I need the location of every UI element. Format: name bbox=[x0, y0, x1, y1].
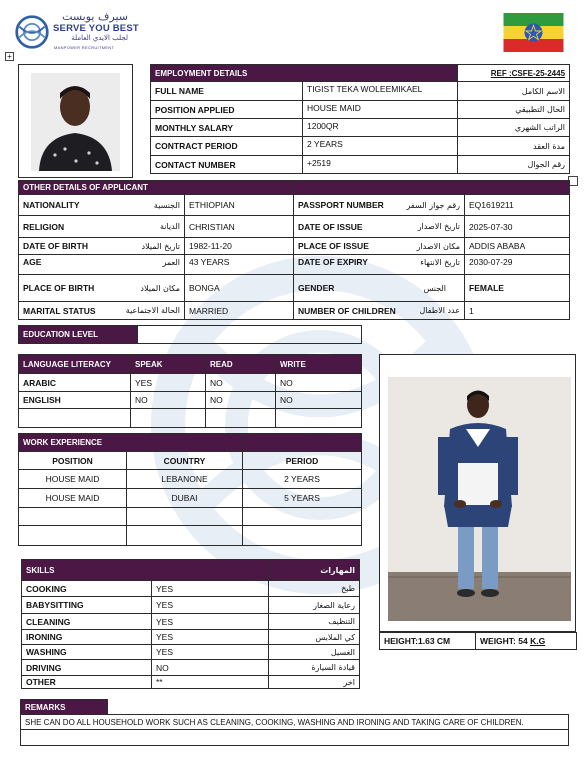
logo-subtitle: MANPOWER RECRUITMENT bbox=[54, 45, 115, 50]
skill-value: ** bbox=[152, 676, 269, 689]
nationality-arabic-label: الجنسية bbox=[153, 200, 180, 210]
table-row bbox=[21, 715, 569, 730]
write-value: NO bbox=[276, 392, 362, 409]
gender-arabic-label: الجنس bbox=[423, 283, 447, 293]
table-row bbox=[19, 489, 362, 508]
language-name: ENGLISH bbox=[19, 392, 131, 409]
read-value: NO bbox=[206, 374, 276, 392]
period-value: 5 YEARS bbox=[243, 489, 362, 508]
gender-label: GENDER bbox=[298, 283, 335, 293]
skill-arabic-label: الغسيل bbox=[269, 645, 360, 660]
age-arabic-label: العمر bbox=[162, 257, 180, 267]
table-move-handle[interactable]: + bbox=[5, 52, 14, 61]
read-header: READ bbox=[206, 355, 276, 374]
table-row bbox=[19, 470, 362, 489]
table-row bbox=[22, 597, 360, 614]
contract-period-arabic-label: مدة العقد bbox=[458, 137, 570, 156]
skill-value: YES bbox=[152, 645, 269, 660]
table-row bbox=[19, 409, 362, 428]
skill-value: YES bbox=[152, 597, 269, 614]
religion-label: RELIGION bbox=[23, 221, 65, 232]
table-row bbox=[19, 216, 570, 238]
place-of-issue-value: ADDIS ABABA bbox=[465, 238, 570, 255]
position-column-header: POSITION bbox=[19, 452, 127, 470]
logo-english-name: SERVE YOU BEST bbox=[53, 23, 139, 34]
date-of-issue-arabic-label: تاريخ الاصدار bbox=[417, 222, 461, 231]
table-row bbox=[19, 302, 570, 320]
skill-arabic-label: التنظيف bbox=[269, 614, 360, 630]
date-of-issue-value: 2025-07-30 bbox=[465, 216, 570, 238]
applicant-full-body-photo bbox=[379, 354, 576, 632]
table-row bbox=[19, 374, 362, 392]
full-name-value: TIGIST TEKA WOLEEMIKAEL bbox=[303, 82, 458, 101]
table-row bbox=[19, 526, 362, 546]
table-row bbox=[19, 508, 362, 526]
table-row bbox=[22, 645, 360, 660]
skill-value: YES bbox=[152, 581, 269, 597]
remarks-table bbox=[20, 699, 569, 746]
work-experience-header: WORK EXPERIENCE bbox=[19, 434, 243, 452]
date-of-expiry-label: DATE OF EXPIRY bbox=[298, 257, 368, 267]
date-of-expiry-value: 2030-07-29 bbox=[465, 255, 570, 275]
monthly-salary-arabic-label: الراتب الشهري bbox=[458, 119, 570, 137]
full-name-arabic-label: الاسم الكامل bbox=[458, 82, 570, 101]
skill-arabic-label: اخر bbox=[269, 676, 360, 689]
period-column-header: PERIOD bbox=[243, 452, 362, 470]
table-row bbox=[19, 255, 570, 275]
marital-status-arabic-label: الحالة الاجتماعية bbox=[125, 306, 180, 315]
position-applied-arabic-label: الحال التطبيقي bbox=[458, 101, 570, 119]
skill-arabic-label: كي الملابس bbox=[269, 630, 360, 645]
date-of-expiry-arabic-label: تاريخ الانتهاء bbox=[420, 257, 461, 267]
nationality-value: ETHIOPIAN bbox=[185, 195, 294, 216]
contact-number-label: CONTACT NUMBER bbox=[151, 156, 303, 174]
place-of-issue-label: PLACE OF ISSUE bbox=[298, 241, 369, 251]
portrait-person-icon bbox=[31, 73, 120, 171]
table-row bbox=[151, 156, 570, 174]
position-applied-value: HOUSE MAID bbox=[303, 101, 458, 119]
remarks-header: REMARKS bbox=[21, 700, 108, 715]
religion-arabic-label: الديانة bbox=[159, 222, 180, 231]
height-value: HEIGHT:1.63 CM bbox=[380, 633, 476, 650]
marital-status-value: MARRIED bbox=[185, 302, 294, 320]
place-of-birth-label: PLACE OF BIRTH bbox=[23, 283, 95, 293]
table-row bbox=[19, 392, 362, 409]
skill-value: NO bbox=[152, 660, 269, 676]
skill-label: IRONING bbox=[22, 630, 152, 645]
table-row bbox=[22, 630, 360, 645]
speak-value: NO bbox=[131, 392, 206, 409]
number-of-children-arabic-label: عدد الاطفال bbox=[419, 306, 461, 315]
skill-arabic-label: رعاية الصغار bbox=[269, 597, 360, 614]
skills-arabic-header: المهارات bbox=[269, 560, 360, 581]
language-literacy-header: LANGUAGE LITERACY bbox=[19, 355, 131, 374]
age-value: 43 YEARS bbox=[185, 255, 294, 275]
table-row bbox=[22, 676, 360, 689]
weight-value: WEIGHT: 54 bbox=[480, 636, 531, 646]
contact-number-arabic-label: رقم الجوال bbox=[458, 156, 570, 174]
applicant-portrait-photo bbox=[18, 64, 133, 178]
language-literacy-table bbox=[18, 354, 362, 428]
contact-number-value: +2519 bbox=[303, 156, 458, 174]
date-of-birth-arabic-label: تاريخ الميلاد bbox=[141, 241, 180, 251]
skills-table bbox=[21, 559, 360, 689]
skill-label: BABYSITTING bbox=[22, 597, 152, 614]
logo-arabic-subtitle: لجلب الايدي العاملة bbox=[71, 34, 128, 42]
nationality-label: NATIONALITY bbox=[23, 200, 80, 210]
remarks-text: SHE CAN DO ALL HOUSEHOLD WORK SUCH AS CLEANING, COOKING, WASHING AND IRONING AND TAKING CARE OF CHILDREN. bbox=[21, 715, 569, 730]
skill-label: COOKING bbox=[22, 581, 152, 597]
speak-value: YES bbox=[131, 374, 206, 392]
other-details-header: OTHER DETAILS OF APPLICANT bbox=[19, 181, 294, 195]
skills-header: SKILLS bbox=[22, 560, 269, 581]
position-value: HOUSE MAID bbox=[19, 489, 127, 508]
table-row bbox=[151, 119, 570, 137]
marital-status-label: MARITAL STATUS bbox=[23, 305, 96, 316]
table-row bbox=[19, 238, 570, 255]
date-of-birth-label: DATE OF BIRTH bbox=[23, 241, 89, 251]
passport-number-value: EQ1619211 bbox=[465, 195, 570, 216]
date-of-birth-value: 1982-11-20 bbox=[185, 238, 294, 255]
reference-number: REF :CSFE-25-2445 bbox=[490, 69, 566, 78]
table-row bbox=[22, 581, 360, 597]
table-row bbox=[151, 137, 570, 156]
place-of-birth-value: BONGA bbox=[185, 275, 294, 302]
education-level-value bbox=[138, 326, 362, 344]
weight-unit: K.G bbox=[530, 636, 546, 646]
write-value: NO bbox=[276, 374, 362, 392]
write-header: WRITE bbox=[276, 355, 362, 374]
position-applied-label: POSITION APPLIED bbox=[151, 101, 303, 119]
skill-label: OTHER bbox=[22, 676, 152, 689]
period-value: 2 YEARS bbox=[243, 470, 362, 489]
country-value: DUBAI bbox=[127, 489, 243, 508]
place-of-birth-arabic-label: مكان الميلاد bbox=[140, 283, 180, 293]
employment-details-table bbox=[150, 64, 570, 174]
number-of-children-label: NUMBER OF CHILDREN bbox=[298, 305, 396, 316]
table-row bbox=[151, 82, 570, 101]
read-value: NO bbox=[206, 392, 276, 409]
ethiopia-flag-icon bbox=[503, 13, 564, 52]
passport-number-label: PASSPORT NUMBER bbox=[298, 200, 384, 210]
skill-arabic-label: قيادة السيارة bbox=[269, 660, 360, 676]
full-body-person-icon bbox=[388, 377, 571, 621]
number-of-children-value: 1 bbox=[465, 302, 570, 320]
skill-label: WASHING bbox=[22, 645, 152, 660]
employment-header: EMPLOYMENT DETAILS bbox=[151, 65, 458, 82]
date-of-issue-label: DATE OF ISSUE bbox=[298, 221, 363, 232]
contract-period-label: CONTRACT PERIOD bbox=[151, 137, 303, 156]
contract-period-value: 2 YEARS bbox=[303, 137, 458, 156]
age-label: AGE bbox=[23, 257, 42, 267]
table-row bbox=[19, 195, 570, 216]
passport-number-arabic-label: رقم جواز السفر bbox=[406, 200, 461, 210]
religion-value: CHRISTIAN bbox=[185, 216, 294, 238]
skill-label: DRIVING bbox=[22, 660, 152, 676]
place-of-issue-arabic-label: مكان الاصدار bbox=[416, 241, 461, 251]
position-value: HOUSE MAID bbox=[19, 470, 127, 489]
table-row bbox=[21, 730, 569, 746]
skill-arabic-label: طبخ bbox=[269, 581, 360, 597]
monthly-salary-value: 1200QR bbox=[303, 119, 458, 137]
country-value: LEBANONE bbox=[127, 470, 243, 489]
speak-header: SPEAK bbox=[131, 355, 206, 374]
gender-value: FEMALE bbox=[465, 275, 570, 302]
logo-arabic-name: سيرف يوبست bbox=[62, 10, 128, 23]
education-level-table bbox=[18, 325, 362, 344]
other-details-table bbox=[18, 180, 570, 320]
table-row bbox=[22, 660, 360, 676]
country-column-header: COUNTRY bbox=[127, 452, 243, 470]
company-logo-icon bbox=[14, 14, 50, 50]
language-name: ARABIC bbox=[19, 374, 131, 392]
skill-label: CLEANING bbox=[22, 614, 152, 630]
table-row bbox=[151, 101, 570, 119]
work-experience-table bbox=[18, 433, 362, 546]
monthly-salary-label: MONTHLY SALARY bbox=[151, 119, 303, 137]
measurements-table bbox=[379, 632, 577, 650]
table-row bbox=[22, 614, 360, 630]
skill-value: YES bbox=[152, 614, 269, 630]
table-row bbox=[19, 275, 570, 302]
full-name-label: FULL NAME bbox=[151, 82, 303, 101]
education-level-header: EDUCATION LEVEL bbox=[19, 326, 138, 344]
skill-value: YES bbox=[152, 630, 269, 645]
